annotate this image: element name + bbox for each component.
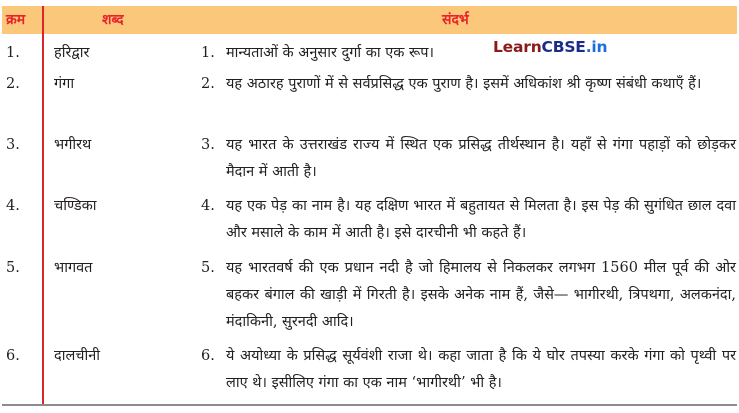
header-word: शब्द	[102, 12, 124, 28]
row-number: 2.	[6, 76, 20, 92]
context-number: 6.	[201, 348, 215, 364]
context-number: 1.	[201, 45, 215, 61]
bottom-rule	[2, 404, 737, 406]
watermark-cbse: CBSE	[541, 38, 586, 56]
context-text: यह अठारह पुराणों में से सर्वप्रसिद्ध एक पुराण है। इसमें अधिकांश श्री कृष्ण संबंधी कथाएँ हैं।	[226, 76, 702, 92]
context-number: 3.	[201, 137, 215, 153]
table-header	[2, 6, 737, 34]
row-word: गंगा	[54, 76, 75, 92]
context-text: यह एक पेड़ का नाम है। यह दक्षिण भारत में बहुतायत से मिलता है। इस पेड़ की सुगंधित छाल दवा और मसाले के काम में आती है। इसे दारचीनी भी कहते हैं।	[226, 198, 736, 241]
row-number: 4.	[6, 198, 20, 214]
watermark-domain: .in	[585, 38, 608, 56]
context-number: 5.	[201, 260, 215, 276]
row-word: भगीरथ	[54, 137, 92, 153]
context-number: 2.	[201, 76, 215, 92]
context-text: यह भारत के उत्तराखंड राज्य में स्थित एक प्रसिद्ध तीर्थस्थान है। यहाँ से गंगा पहाड़ों को छोड़कर मैदान में आती है।	[226, 137, 736, 180]
context-text: मान्यताओं के अनुसार दुर्गा का एक रूप।	[226, 45, 435, 61]
watermark-logo	[493, 34, 607, 61]
header-context: संदर्भ	[442, 12, 469, 28]
row-number: 5.	[6, 260, 20, 276]
header-number: क्रम	[6, 12, 26, 28]
row-word: दालचीनी	[54, 348, 101, 364]
watermark-learn: Learn	[493, 38, 542, 56]
row-number: 6.	[6, 348, 20, 364]
context-text: ये अयोध्या के प्रसिद्ध सूर्यवंशी राजा थे। कहा जाता है कि ये घोर तपस्या करके गंगा को पृथ्वी पर लाए थे। इसीलिए गंगा का एक नाम ‘भागीरथी’ भी है।	[226, 348, 736, 391]
row-word: भागवत	[54, 260, 93, 276]
column-divider	[42, 6, 44, 406]
row-number: 3.	[6, 137, 20, 153]
row-word: हरिद्वार	[54, 45, 90, 61]
row-number: 1.	[6, 45, 20, 61]
row-word: चण्डिका	[54, 198, 97, 214]
context-text: यह भारतवर्ष की एक प्रधान नदी है जो हिमालय से निकलकर लगभग 1560 मील पूर्व की ओर बहकर बंगाल की खाड़ी में गिरती है। इसके अनेक नाम हैं, जैसे— भागीरथी, त्रिपथगा, अलकनंदा, मंदाकिनी, सुरनदी आदि।	[226, 260, 736, 330]
context-number: 4.	[201, 198, 215, 214]
